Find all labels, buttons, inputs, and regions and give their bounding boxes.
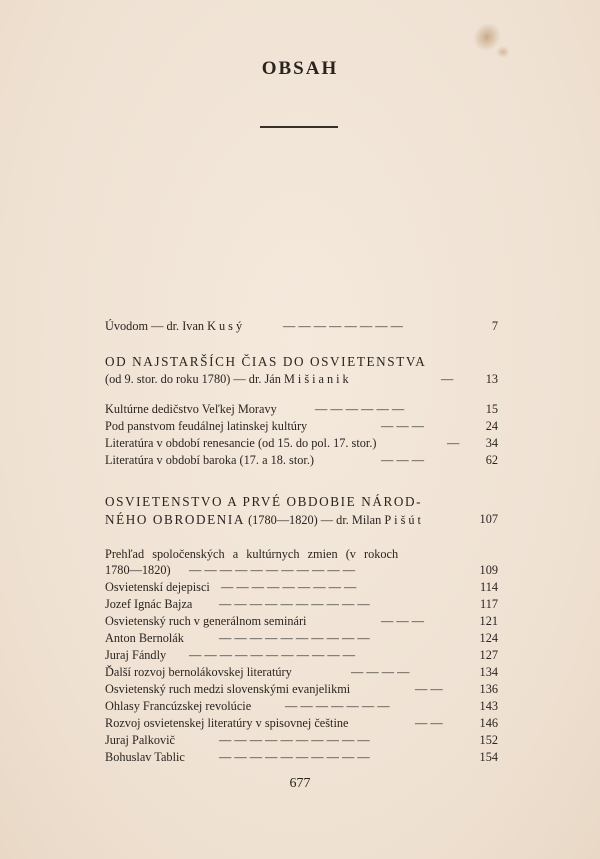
toc-entry [105, 580, 498, 596]
entry-page: 121 [479, 614, 498, 628]
entry-author: Pišút [384, 513, 424, 527]
entry-title: Úvodom — dr. Ivan [105, 319, 208, 333]
entry-title: 1780—1820) [105, 563, 171, 577]
entry-title: Ďalší rozvoj bernolákovskej literatúry [105, 665, 292, 679]
entry-author: Kusý [207, 319, 246, 333]
entry-leader: — — — — — — — [285, 699, 390, 713]
section-title-cont: NÉHO OBRODENIA [105, 512, 245, 527]
toc-entry [105, 419, 498, 435]
entry-title: Ohlasy Francúzskej revolúcie [105, 699, 252, 713]
entry-page: 7 [491, 319, 498, 333]
toc-entry [105, 402, 498, 418]
entry-leader: — — — [381, 419, 425, 433]
entry-title: Juraj Fándly [105, 648, 167, 662]
entry-leader: — — [415, 716, 443, 730]
entry-page: 62 [485, 453, 498, 467]
entry-title: (1780—1820) — dr. Milan [248, 513, 385, 527]
toc-entry [105, 436, 498, 452]
section-heading-2 [105, 494, 498, 510]
entry-title: Kultúrne dedičstvo Veľkej Moravy [105, 402, 277, 416]
entry-page: 143 [479, 699, 498, 713]
entry-title: Literatúra v období renesancie (od 15. do pol. 17. stor.) [105, 436, 377, 450]
toc-entry [105, 563, 498, 579]
entry-leader: — — [415, 682, 443, 696]
toc-entry [105, 614, 498, 630]
page-title: OBSAH [261, 58, 339, 79]
section-heading-1-subline [105, 372, 498, 388]
entry-author: Mišianik [283, 372, 352, 386]
toc-entry [105, 716, 498, 732]
entry-page: 109 [479, 563, 498, 577]
entry-page: 117 [480, 597, 498, 611]
entry-title: Prehľad spoločenských a kultúrnych zmien (v rokoch [105, 547, 399, 561]
entry-title: Pod panstvom feudálnej latinskej kultúry [105, 419, 308, 433]
paper-stain-small [496, 46, 510, 58]
entry-leader: — — — [381, 614, 425, 628]
entry-title: (od 9. stor. do roku 1780) — dr. Ján [105, 372, 284, 386]
entry-leader: — — — — — — — — — — [219, 733, 370, 747]
section-heading-2-subline [105, 512, 498, 528]
toc-entry [105, 665, 498, 681]
entry-leader: — — — — — — — — — — — [189, 563, 356, 577]
entry-title: Osvietenskí dejepisci [105, 580, 210, 594]
toc-entry-wrapped [105, 547, 498, 563]
toc-entry [105, 648, 498, 664]
toc-entry [105, 682, 498, 698]
section-title: OSVIETENSTVO A PRVÉ OBDOBIE NÁROD- [105, 494, 423, 509]
entry-title: Rozvoj osvietenskej literatúry v spisovnej češtine [105, 716, 349, 730]
entry-title: Juraj Palkovič [105, 733, 176, 747]
entry-leader: — — — — — — — — — — [219, 597, 370, 611]
entry-title: Bohuslav Tablic [105, 750, 185, 764]
entry-page: 152 [479, 733, 498, 747]
entry-leader: — [447, 436, 460, 450]
section-title: OD NAJSTARŠÍCH ČIAS DO OSVIETENSTVA [105, 354, 427, 369]
entry-leader: — — — — — — — — [283, 319, 403, 333]
entry-page: 24 [485, 419, 498, 433]
entry-leader: — — — — — — — — — — [219, 631, 370, 645]
title-rule [260, 126, 338, 128]
entry-leader: — — — — — — [315, 402, 405, 416]
toc-entry [105, 699, 498, 715]
entry-leader: — — — — — — — — — — [219, 750, 370, 764]
page-number: 677 [289, 776, 311, 791]
toc-entry [105, 631, 498, 647]
toc-entry [105, 597, 498, 613]
entry-page: 134 [479, 665, 498, 679]
entry-page: 127 [479, 648, 498, 662]
entry-page: 146 [479, 716, 498, 730]
entry-title: Osvietenský ruch v generálnom seminári [105, 614, 307, 628]
entry-title: Jozef Ignác Bajza [105, 597, 193, 611]
entry-leader: — [441, 372, 454, 386]
entry-leader: — — — — — — — — — [221, 580, 357, 594]
toc-entry-uvodom [105, 319, 498, 335]
entry-page: 124 [479, 631, 498, 645]
entry-leader: — — — — [351, 665, 410, 679]
entry-title: Osvietenský ruch medzi slovenskými evanjelikmi [105, 682, 351, 696]
entry-page: 136 [479, 682, 498, 696]
entry-page: 15 [485, 402, 498, 416]
toc-entry [105, 750, 498, 766]
entry-page: 114 [480, 580, 498, 594]
entry-page: 34 [485, 436, 498, 450]
entry-title: Anton Bernolák [105, 631, 184, 645]
toc-entry [105, 733, 498, 749]
entry-title: Literatúra v období baroka (17. a 18. stor.) [105, 453, 314, 467]
entry-page: 107 [479, 512, 498, 526]
toc-entry [105, 453, 498, 469]
entry-page: 154 [479, 750, 498, 764]
entry-leader: — — — — — — — — — — — [189, 648, 356, 662]
entry-leader: — — — [381, 453, 425, 467]
entry-page: 13 [485, 372, 498, 386]
section-heading-1 [105, 354, 498, 370]
